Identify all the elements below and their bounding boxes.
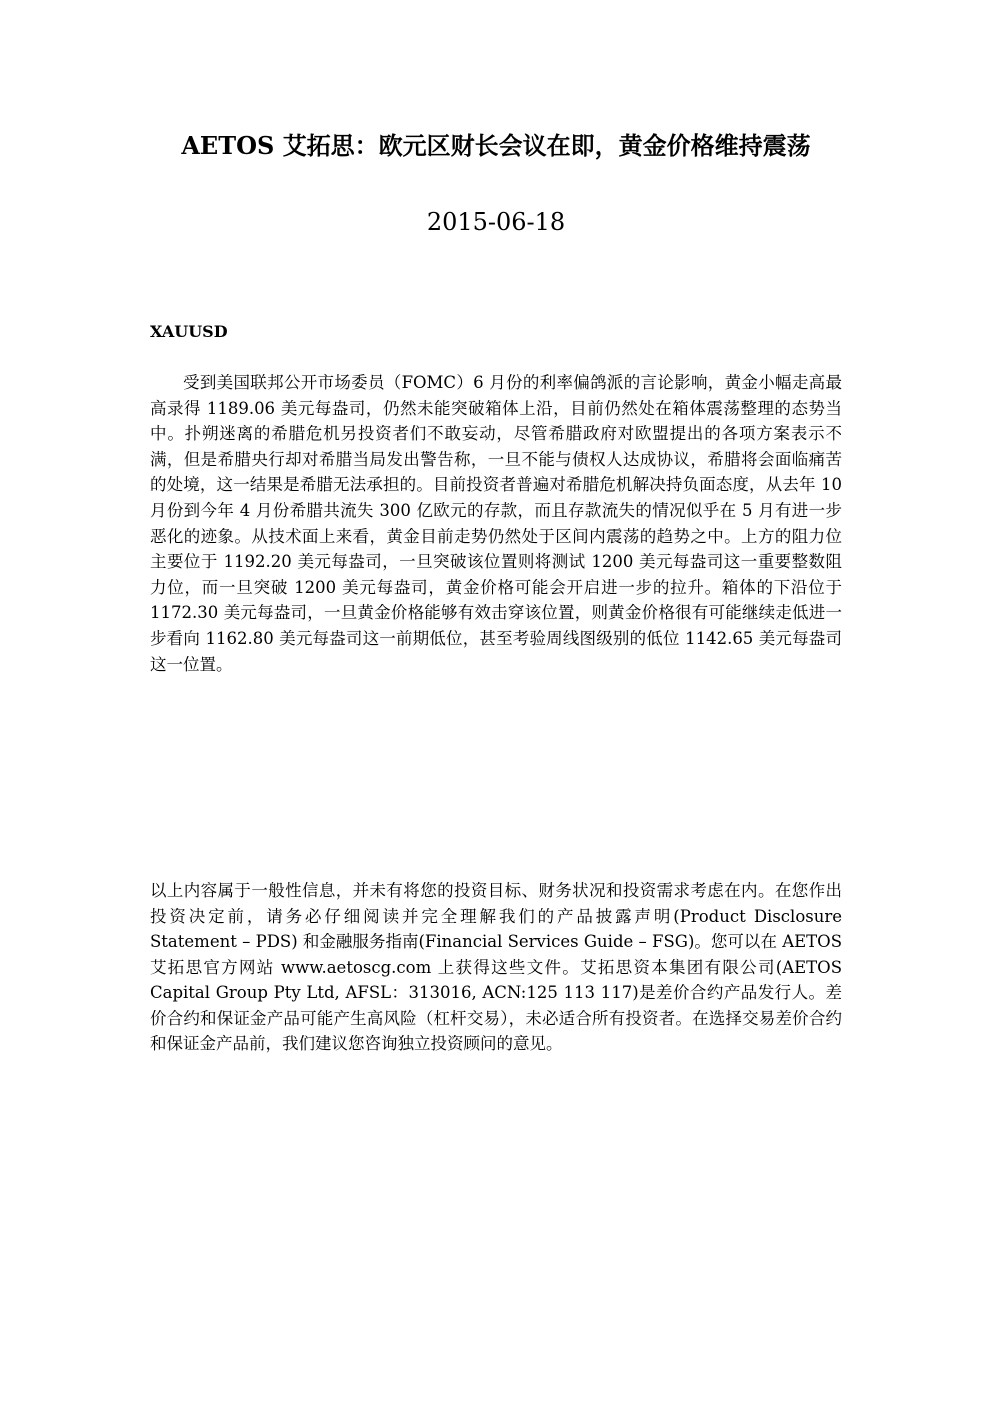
article-body: 受到美国联邦公开市场委员（FOMC）6 月份的利率偏鸽派的言论影响，黄金小幅走高最高录得 1189.06 美元每盎司，仍然未能突破箱体上沿，目前仍然处在箱体震荡整理的态势当中。扑朔迷离的希腊危机另投资者们不敢妄动，尽管希腊政府对欧盟提出的各项方案表示不满，但是希腊央行却对希腊当局发出警告称，一旦不能与债权人达成协议，希腊将会面临痛苦的处境，这一结果是希腊无法承担的。目前投资者普遍对希腊危机解决持负面态度，从去年 10 月份到今年 4 月份希腊共流失 300 亿欧元的存款，而且存款流失的情况似乎在 5 月有进一步恶化的迹象。从技术面上来看，黄金目前走势仍然处于区间内震荡的趋势之中。上方的阻力位主要位于 1192.20 美元每盎司，一旦突破该位置则将测试 1200 美元每盎司这一重要整数阻力位，而一旦突破 1200 美元每盎司，黄金价格可能会开启进一步的拉升。箱体的下沿位于 1172.30 美元每盎司，一旦黄金价格能够有效击穿该位置，则黄金价格很有可能继续走低进一步看向 1162.80 美元每盎司这一前期低位，甚至考验周线图级别的低位 1142.65 美元每盎司这一位置。 — [150, 373, 842, 674]
disclaimer-text: 以上内容属于一般性信息，并未有将您的投资目标、财务状况和投资需求考虑在内。在您作出投资决定前，请务必仔细阅读并完全理解我们的产品披露声明(Product Disclosure Statement – PDS) 和金融服务指南(Financial Services Guide – FSG)。您可以在 AETOS 艾拓思官方网站 www.aetoscg.com 上获得这些文件。艾拓思资本集团有限公司(AETOS Capital Group Pty Ltd, AFSL：313016, ACN:125 113 117)是差价合约产品发行人。差价合约和保证金产品可能产生高风险（杠杆交易），未必适合所有投资者。在选择交易差价合约和保证金产品前，我们建议您咨询独立投资顾问的意见。 — [150, 881, 842, 1053]
document-title: AETOS 艾拓思：欧元区财长会议在即，黄金价格维持震荡 — [181, 131, 811, 160]
document-date: 2015-06-18 — [426, 208, 566, 236]
instrument-symbol: XAUUSD — [150, 322, 228, 341]
